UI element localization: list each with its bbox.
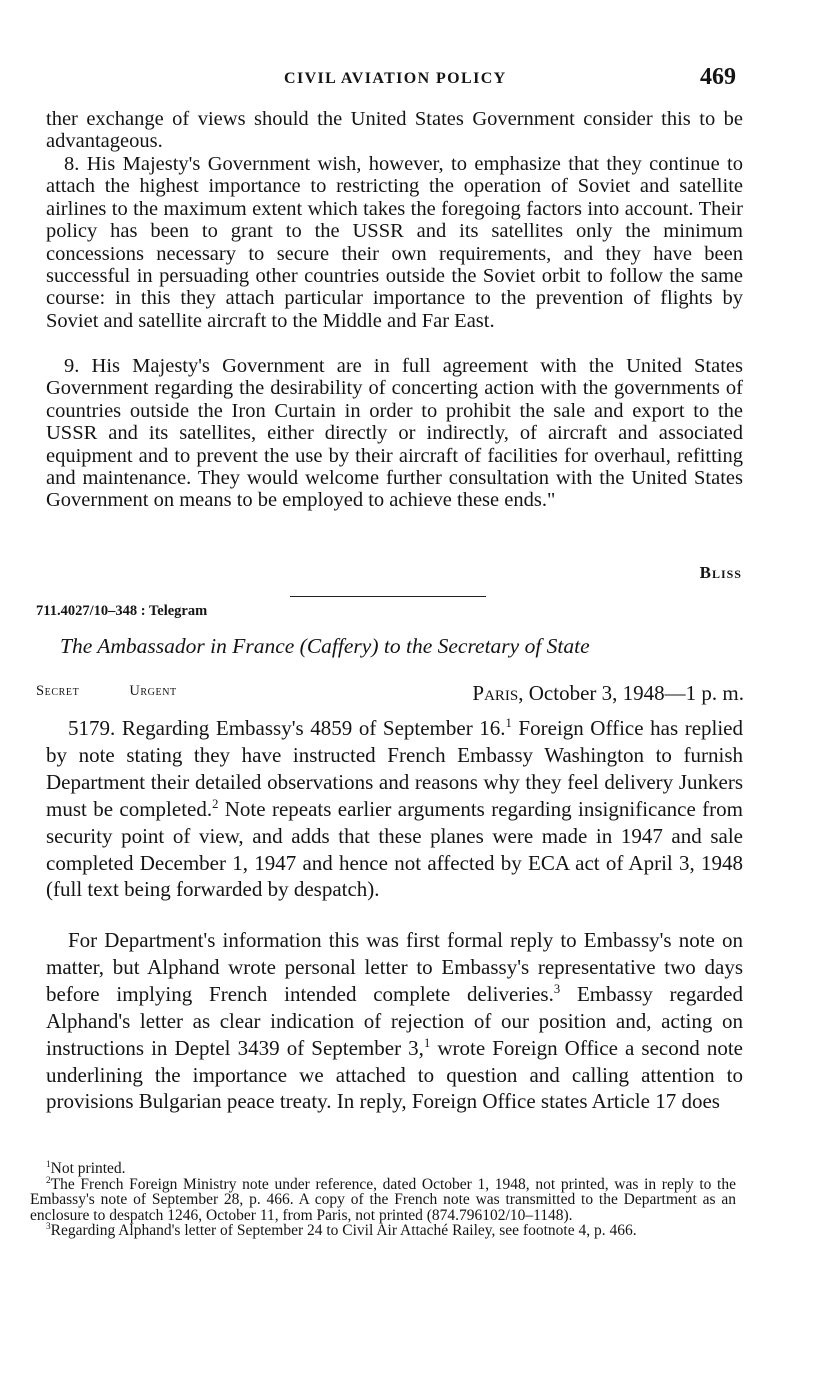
dateline-place: Paris, <box>472 681 524 705</box>
signature-bliss: Bliss <box>699 563 742 582</box>
document-heading <box>60 634 740 659</box>
footnote-ref-1: 1 <box>505 716 512 730</box>
section-divider <box>290 596 486 597</box>
page-number: 469 <box>700 64 736 90</box>
heading-suffix: ) to the Secretary of State <box>371 634 590 658</box>
footnote-3-text: Regarding Alphand's letter of September 24 to Civil Air Attaché Railey, see footnote 4, p. 466. <box>50 1222 637 1240</box>
footnote-ref-2: 2 <box>212 796 219 811</box>
footnote-3-marker: 3 <box>46 1222 51 1233</box>
telegram-paragraph-1: 5179. Regarding Embassy's 4859 of September 16.$^1$ Foreign Office has replied by note stating they have instructed French Embassy Washington to furnish Department their detailed observations and reasons why they feel delivery Junkers must be completed.$^2$ Note repeats earlier arguments regarding insignificance from security point of view, and adds that these planes were made in 1947 and sale completed December 1, 1947 and hence not affected by ECA act of April 3, 1948 (full text being forwarded by despatch). <box>46 716 744 902</box>
heading-prefix: The Ambassador in France ( <box>60 634 307 658</box>
running-head <box>0 64 838 98</box>
classification-urgent: Urgent <box>129 683 177 699</box>
paragraph-8: 8. His Majesty's Government wish, however, to emphasize that they continue to attach the highest importance to restricting the operation of Soviet and satellite airlines to the maximum extent which takes the foregoing factors into account. Their policy has been to grant to the USSR and its satellites only the minimum concessions necessary to secure their own requirements, and they have been successful in persuading other countries outside the Soviet orbit to follow the same course: in this they attach particular importance to the prevention of flights by Soviet and satellite aircraft to the Middle and Far East. <box>46 153 743 332</box>
running-title: CIVIL AVIATION POLICY <box>284 70 507 87</box>
footnote-1-marker: 1 <box>46 1159 51 1170</box>
footnote-2-text: The French Foreign Ministry note under reference, dated October 1, 1948, not printed, was in reply to the Embassy's note of September 28, p. 466. A copy of the French note was transmitted to the Department as an enclosure to despatch 1246, October 11, from Paris, not printed (874.796102/10–1148). <box>30 1175 736 1224</box>
footnote-ref-3: 3 <box>553 981 561 996</box>
footnote-3 <box>30 1223 736 1239</box>
dateline-date: October 3, 1948—1 p. m. <box>523 681 744 705</box>
footnotes <box>30 1161 736 1239</box>
paragraph-7-continuation: ther exchange of views should the United States Government consider this to be advantageous. <box>46 108 743 153</box>
classification <box>36 683 177 700</box>
footnote-2-marker: 2 <box>46 1175 51 1186</box>
footnote-ref-1b: 1 <box>423 1035 431 1050</box>
paragraph-9: 9. His Majesty's Government are in full agreement with the United States Government regarding the desirability of concerting action with the governments of countries outside the Iron Curtain in order to prohibit the sale and export to the USSR and its satellites, either directly or indirectly, of aircraft and associated equipment and to prevent the use by their aircraft of facilities for overhaul, refitting and maintenance. They would welcome further consultation with the United States Government on means to be employed to achieve these ends." <box>46 355 743 512</box>
heading-name: Caffery <box>306 634 372 658</box>
footnote-1-text: Not printed. <box>50 1160 126 1177</box>
telegram-paragraph-2: For Department's information this was first formal reply to Embassy's note on matter, but Alphand wrote personal letter to Embassy's representative two days before implying French intended complete deliveries.$^3$ Embassy regarded Alphand's letter as clear indication of rejection of our position and, acting on instructions in Deptel 3439 of September 3,$^1$ wrote Foreign Office a second note underlining the importance we attached to question and calling attention to provisions Bulgarian peace treaty. In reply, Foreign Office states Article 17 does <box>46 928 743 1114</box>
classification-secret: Secret <box>36 683 80 699</box>
footnote-2 <box>30 1177 736 1224</box>
footnote-1 <box>30 1161 736 1177</box>
dateline <box>428 681 744 706</box>
file-reference: 711.4027/10–348 : Telegram <box>36 603 208 619</box>
